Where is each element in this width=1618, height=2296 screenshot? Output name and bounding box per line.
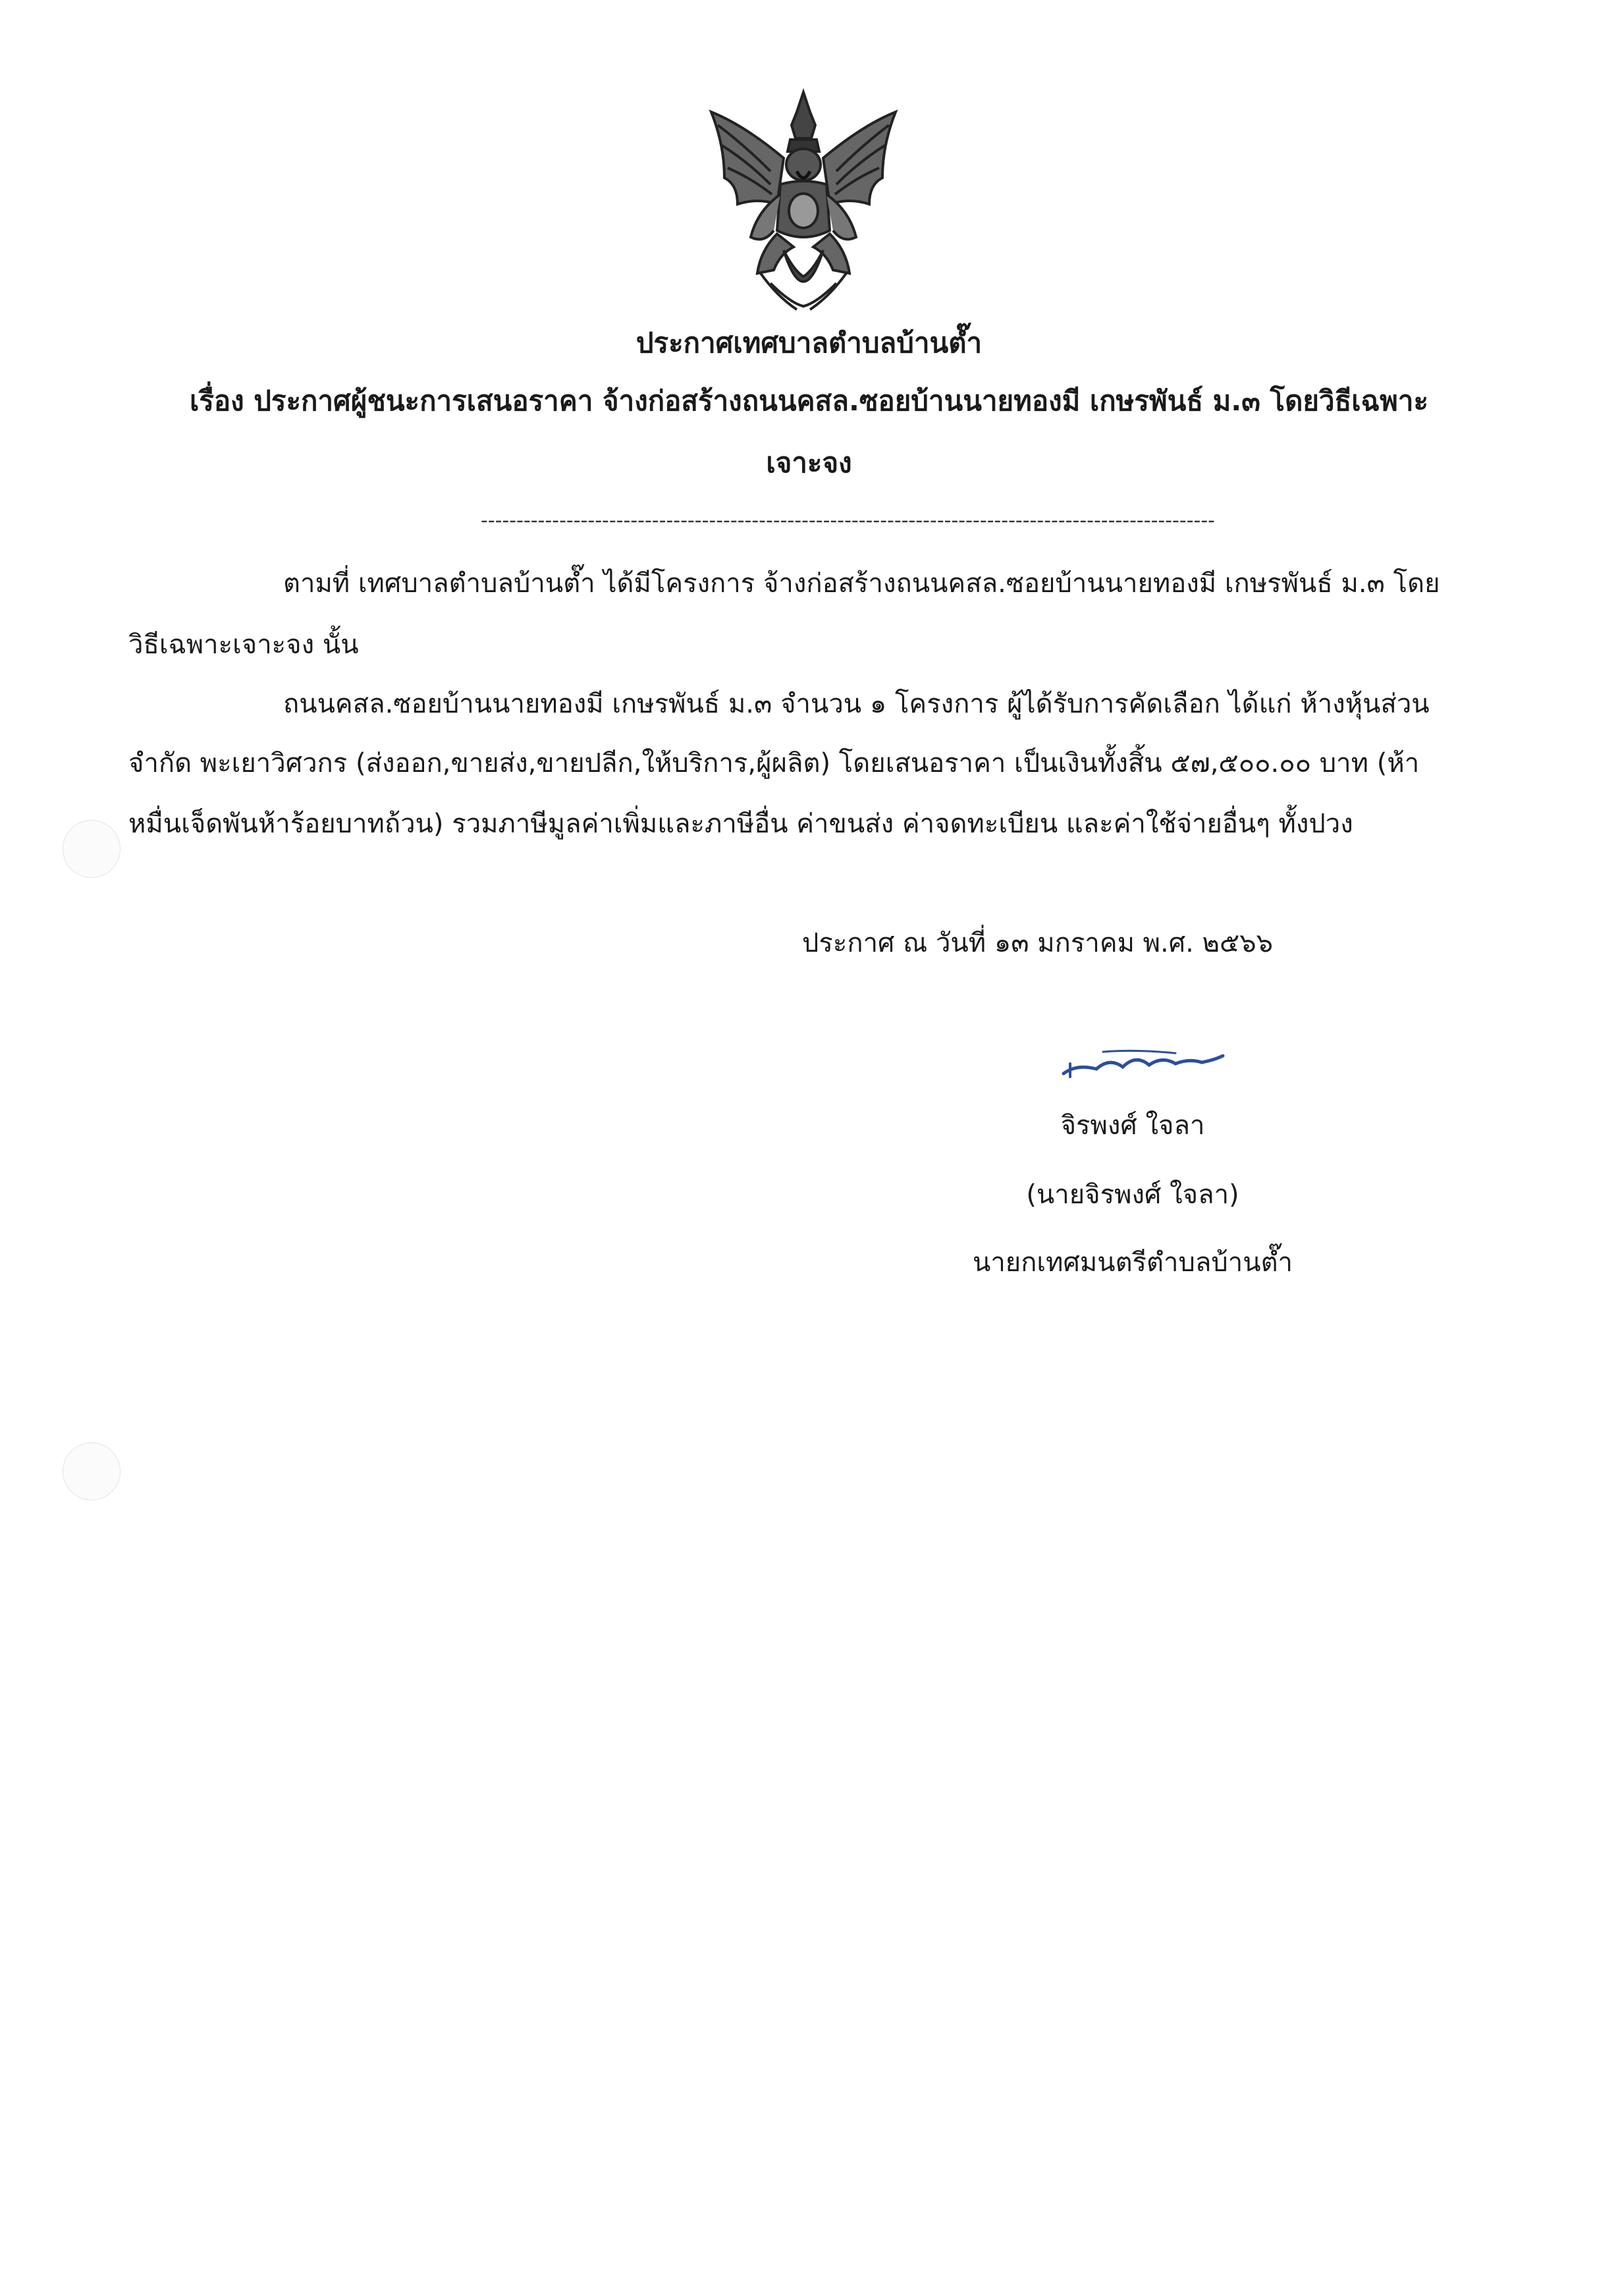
separator-line: ------------------------------------------------------------------------------------------------------- <box>481 509 1215 532</box>
announcement-heading: ประกาศเทศบาลตำบลบ้านต๊ำ <box>635 327 983 359</box>
subject-line-1: เรื่อง ประกาศผู้ชนะการเสนอราคา จ้างก่อสร้างถนนคสล.ซอยบ้านนายทองมี เกษรพันธ์ ม.๓ โดยวิธีเฉพาะ <box>190 385 1428 417</box>
subject-line-2: เจาะจง <box>766 447 852 479</box>
body-paragraph-1-line-2: วิธีเฉพาะเจาะจง นั้น <box>128 630 359 660</box>
garuda-emblem-icon <box>698 86 909 316</box>
announcement-date: ประกาศ ณ วันที่ ๑๓ มกราคม พ.ศ. ๒๕๖๖ <box>802 928 1273 958</box>
body-paragraph-2-line-1: ถนนคสล.ซอยบ้านนายทองมี เกษรพันธ์ ม.๓ จำนวน ๑ โครงการ ผู้ได้รับการคัดเลือก ได้แก่ ห้างหุ้นส่วน <box>283 689 1430 719</box>
signatory-position: นายกเทศมนตรีตำบลบ้านต๊ำ <box>972 1247 1293 1278</box>
punch-hole <box>63 1442 121 1500</box>
body-paragraph-2-line-3: หมื่นเจ็ดพันห้าร้อยบาทถ้วน) รวมภาษีมูลค่าเพิ่มและภาษีอื่น ค่าขนส่ง ค่าจดทะเบียน และค่าใช้จ่ายอื่นๆ ทั้งปวง <box>128 809 1353 839</box>
body-paragraph-2-line-2: จำกัด พะเยาวิศวกร (ส่งออก,ขายส่ง,ขายปลีก,ให้บริการ,ผู้ผลิต) โดยเสนอราคา เป็นเงินทั้งสิ้น ๕๗,๕๐๐.๐๐ บาท (ห้า <box>128 748 1420 779</box>
body-paragraph-1-line-1: ตามที่ เทศบาลตำบลบ้านต๊ำ ได้มีโครงการ จ้างก่อสร้างถนนคสล.ซอยบ้านนายทองมี เกษรพันธ์ ม.๓ โดย <box>283 568 1440 599</box>
signatory-name: จิรพงศ์ ใจลา <box>1060 1110 1205 1141</box>
punch-hole <box>63 820 121 878</box>
signatory-full-name: (นายจิรพงศ์ ใจลา) <box>1026 1180 1239 1210</box>
handwritten-signature-icon <box>1057 1044 1228 1083</box>
